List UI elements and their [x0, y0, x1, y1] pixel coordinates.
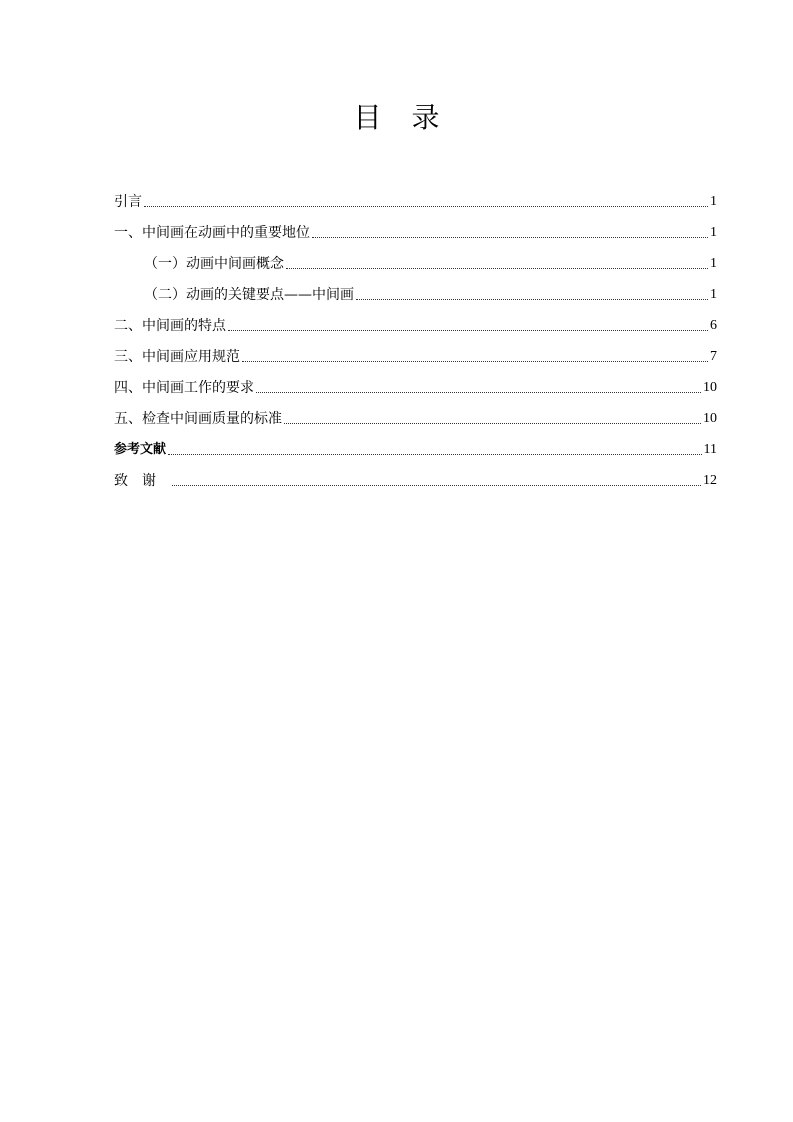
title-char-2: 录	[411, 101, 440, 134]
toc-entry-page: 6	[710, 318, 717, 333]
toc-entry-page: 1	[710, 287, 717, 302]
toc-entry-label: 五、检查中间画质量的标准	[114, 411, 282, 427]
dot-leader	[228, 330, 708, 331]
toc-entry-introduction[interactable]	[114, 181, 717, 212]
toc-entry-references[interactable]	[114, 429, 717, 460]
toc-entry-section-5[interactable]	[114, 398, 717, 429]
toc-entry-page: 7	[710, 349, 717, 364]
toc-entry-page: 12	[703, 473, 717, 488]
dot-leader	[172, 485, 701, 486]
page-title	[0, 96, 793, 136]
toc-entry-section-3[interactable]	[114, 336, 717, 367]
toc-entry-page: 1	[710, 225, 717, 240]
toc-entry-label: 二、中间画的特点	[114, 318, 226, 334]
toc-entry-section-2[interactable]	[114, 305, 717, 336]
toc-entry-label: 一、中间画在动画中的重要地位	[114, 225, 310, 241]
toc-entry-page: 1	[710, 256, 717, 271]
toc-entry-page: 10	[703, 411, 717, 426]
toc-entry-label: 三、中间画应用规范	[114, 349, 240, 365]
toc-entry-label: 致谢	[114, 473, 170, 489]
dot-leader	[168, 454, 702, 455]
dot-leader	[356, 299, 708, 300]
table-of-contents	[114, 181, 717, 491]
toc-entry-label: （一）动画中间画概念	[144, 256, 284, 272]
toc-entry-label: （二）动画的关键要点——中间画	[144, 287, 354, 303]
dot-leader	[242, 361, 708, 362]
dot-leader	[312, 237, 708, 238]
toc-entry-acknowledgements[interactable]	[114, 460, 717, 491]
toc-entry-page: 10	[703, 380, 717, 395]
title-char-1: 目	[353, 101, 382, 134]
toc-entry-section-1-1[interactable]	[114, 243, 717, 274]
dot-leader	[286, 268, 708, 269]
toc-entry-label: 四、中间画工作的要求	[114, 380, 254, 396]
dot-leader	[256, 392, 701, 393]
dot-leader	[284, 423, 701, 424]
toc-entry-section-1[interactable]	[114, 212, 717, 243]
toc-entry-page: 11	[703, 442, 717, 457]
toc-entry-label: 引言	[114, 194, 142, 210]
toc-entry-section-4[interactable]	[114, 367, 717, 398]
toc-entry-section-1-2[interactable]	[114, 274, 717, 305]
toc-entry-label: 参考文献	[114, 442, 167, 457]
toc-entry-page: 1	[710, 194, 717, 209]
dot-leader	[144, 206, 708, 207]
